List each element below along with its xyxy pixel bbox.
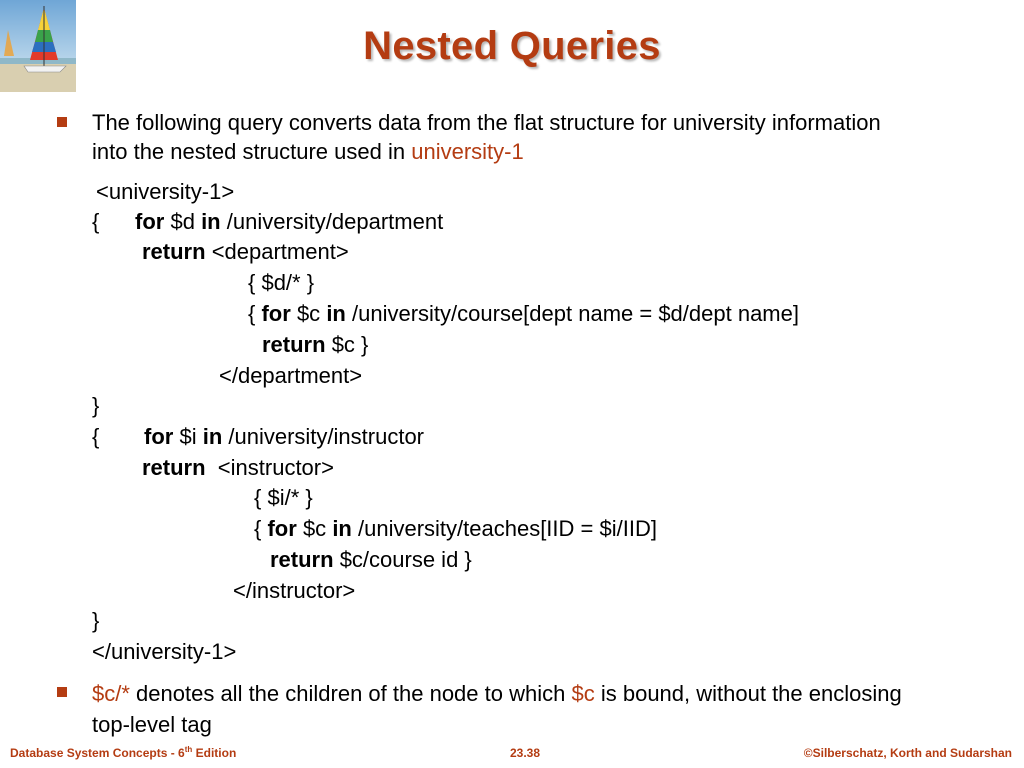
code-token: $c	[302, 516, 327, 541]
code-token: /university/teaches[IID = $i/IID]	[358, 516, 657, 541]
code-token: </university-1>	[92, 639, 237, 664]
bullet-2-highlight-middle: $c	[571, 681, 595, 706]
code-token: $c }	[331, 332, 369, 357]
code-token: {	[92, 424, 100, 449]
code-token: $i	[179, 424, 197, 449]
footer-book-title-text: Database System Concepts - 6	[10, 746, 185, 760]
code-keyword: for	[144, 424, 174, 449]
code-keyword: for	[267, 516, 297, 541]
footer-copyright: ©Silberschatz, Korth and Sudarshan	[803, 746, 1012, 760]
code-line	[92, 640, 236, 664]
code-line	[219, 364, 362, 388]
code-token: { $d/* }	[248, 270, 315, 295]
code-line	[142, 240, 349, 264]
code-keyword: return	[262, 332, 326, 357]
code-token: { $i/* }	[254, 485, 313, 510]
bullet-2-highlight-start: $c/*	[92, 681, 130, 706]
code-line	[92, 394, 99, 418]
code-token: <department>	[211, 239, 349, 264]
bullet-marker	[57, 687, 67, 697]
code-line	[96, 180, 234, 204]
footer-book-title-suffix: Edition	[192, 746, 237, 760]
code-line	[142, 456, 334, 480]
bullet-1-body: The following query converts data from the flat structure for university information into the nested structure used in	[92, 110, 881, 164]
bullet-2-end: is bound, without the enclosing top-level tag	[92, 681, 902, 737]
code-token: $c	[296, 301, 321, 326]
code-keyword: in	[332, 516, 352, 541]
code-line	[270, 548, 472, 572]
footer-page-number: 23.38	[510, 746, 541, 760]
code-keyword: in	[202, 424, 223, 449]
code-token: /university/instructor	[228, 424, 425, 449]
code-token: /university/department	[226, 209, 444, 234]
code-keyword: in	[326, 301, 346, 326]
code-line	[92, 210, 99, 234]
code-keyword: for	[261, 301, 291, 326]
bullet-1-text	[92, 108, 922, 166]
bullet-2-middle: denotes all the children of the node to which	[136, 681, 566, 706]
slide-title: Nested Queries	[363, 24, 661, 68]
code-line	[254, 517, 657, 541]
footer-superscript: th	[184, 745, 193, 754]
code-token: {	[254, 516, 262, 541]
code-line	[248, 271, 314, 295]
code-line	[254, 486, 313, 510]
footer-book-title	[10, 746, 236, 760]
code-line	[92, 609, 99, 633]
code-line	[92, 425, 99, 449]
bullet-2-text	[92, 678, 942, 740]
code-keyword: return	[142, 455, 206, 480]
code-keyword: for	[135, 209, 165, 234]
code-token: /university/course[dept name = $d/dept name]	[352, 301, 799, 326]
code-token: </instructor>	[233, 578, 356, 603]
code-token: }	[92, 608, 100, 633]
code-line	[144, 425, 424, 449]
code-line	[262, 333, 368, 357]
code-token: $d	[170, 209, 195, 234]
code-token: }	[92, 393, 100, 418]
code-keyword: in	[201, 209, 221, 234]
bullet-1-highlight: university-1	[411, 139, 524, 164]
code-keyword: return	[142, 239, 206, 264]
code-line	[135, 210, 443, 234]
code-line	[233, 579, 355, 603]
code-token: $c/course id }	[339, 547, 472, 572]
code-token: <university-1>	[96, 179, 235, 204]
code-keyword: return	[270, 547, 334, 572]
code-token: {	[248, 301, 256, 326]
code-line	[248, 302, 799, 326]
bullet-marker	[57, 117, 67, 127]
code-token: {	[92, 209, 100, 234]
code-token: <instructor>	[217, 455, 334, 480]
code-token: </department>	[219, 363, 363, 388]
